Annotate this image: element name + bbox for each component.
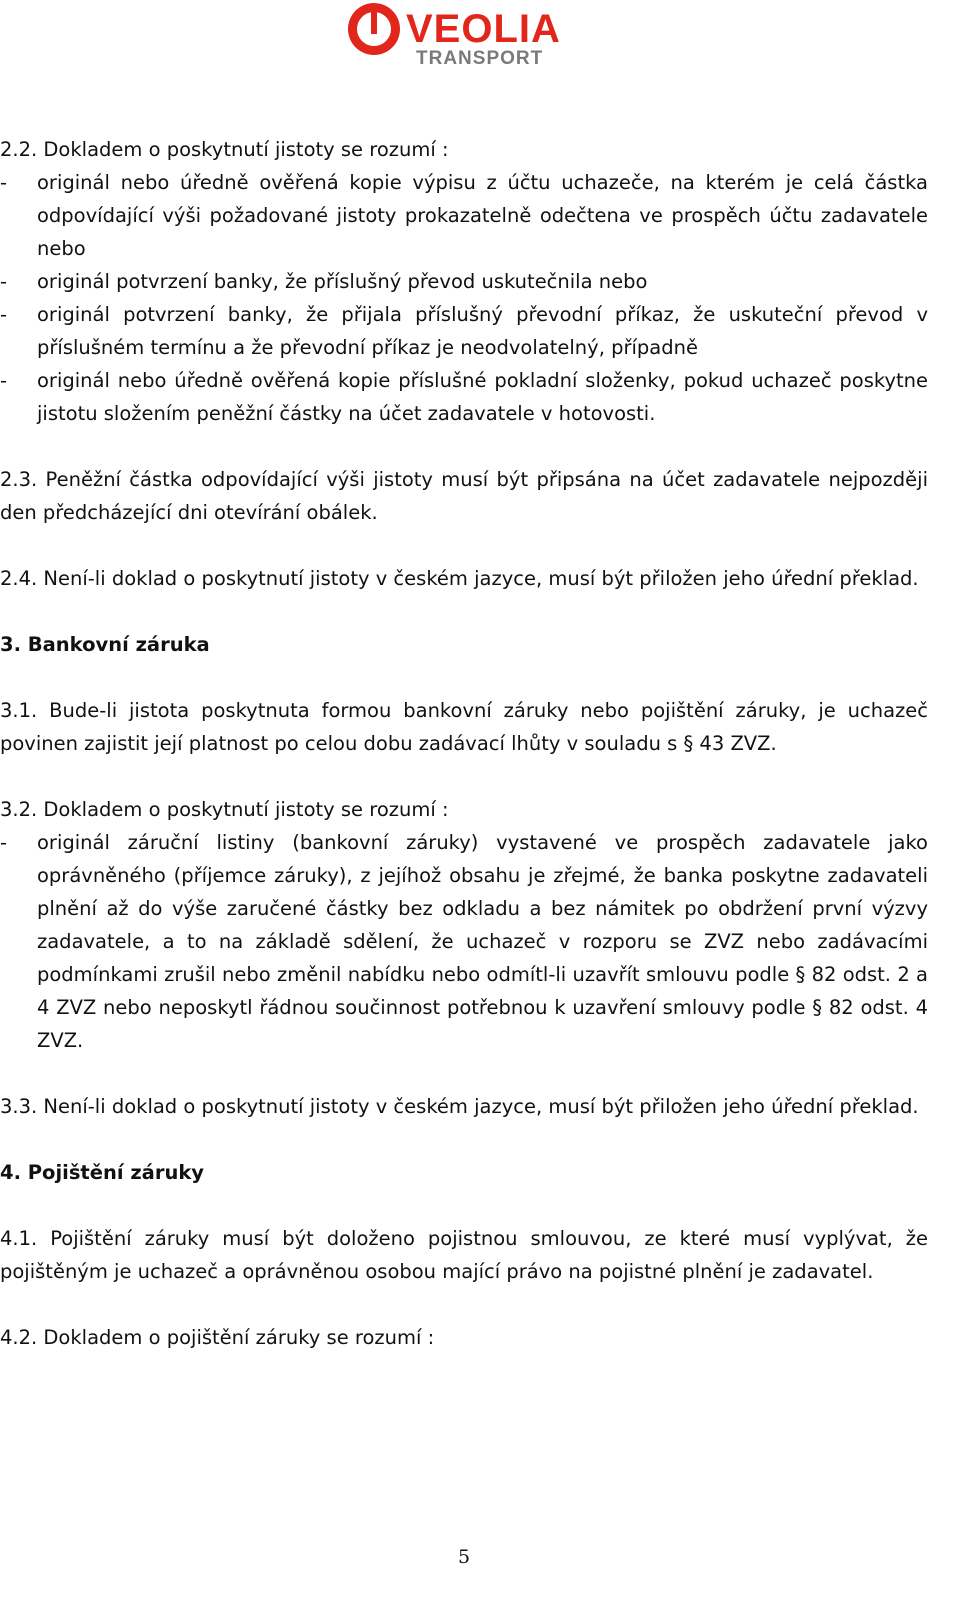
list-item-text: originál potvrzení banky, že přijala příslušný převodní příkaz, že uskuteční převod v příslušném termínu a že převodní příkaz je neodvolatelný, případně	[37, 303, 928, 359]
list-dash: -	[0, 831, 8, 854]
section-3-2-heading: 3.2. Dokladem o poskytnutí jistoty se rozumí :	[0, 798, 449, 821]
paragraph-4-2: 4.2. Dokladem o pojištění záruky se rozumí :	[0, 1326, 435, 1349]
logo-brand-text: VEOLIA	[406, 7, 561, 51]
list-item-text: originál nebo úředně ověřená kopie výpisu z účtu uchazeče, na kterém je celá částka odpovídající výši požadované jistoty prokazatelně odečtena ve prospěch účtu zadavatele nebo	[37, 171, 928, 260]
list-item	[0, 364, 928, 430]
list-item	[0, 298, 928, 364]
page-number: 5	[457, 1546, 471, 1568]
list-item-text: originál potvrzení banky, že příslušný převod uskutečnila nebo	[37, 270, 648, 293]
document-body	[0, 133, 928, 1387]
list-dash: -	[0, 171, 8, 194]
list-item-text: originál záruční listiny (bankovní záruky) vystavené ve prospěch zadavatele jako oprávněného (příjemce záruky), z jejíhož obsahu je zřejmé, že banka poskytne zadavateli plnění až do výše zaručené částky bez odkladu a bez námitek po obdržení první výzvy zadavatele, a to na základě sdělení, že uchazeč v rozporu se ZVZ nebo zadávacími podmínkami zrušil nebo změnil nabídku nebo odmítl-li uzavřít smlouvu podle § 82 odst. 2 a 4 ZVZ nebo neposkytl řádnou součinnost potřebnou k uzavření smlouvy podle § 82 odst. 4 ZVZ.	[37, 831, 928, 1052]
list-dash: -	[0, 369, 8, 392]
list-item	[0, 265, 928, 298]
paragraph-2-4: 2.4. Není-li doklad o poskytnutí jistoty v českém jazyce, musí být přiložen jeho úřední překlad.	[0, 567, 919, 590]
list-dash: -	[0, 303, 8, 326]
list-item	[0, 826, 928, 1057]
section-2-2-heading: 2.2. Dokladem o poskytnutí jistoty se rozumí :	[0, 138, 449, 161]
paragraph-2-3: 2.3. Peněžní částka odpovídající výši jistoty musí být připsána na účet zadavatele nejpozději den předcházející dni otevírání obálek.	[0, 468, 928, 524]
list-item-text: originál nebo úředně ověřená kopie příslušné pokladní složenky, pokud uchazeč poskytne jistotu složením peněžní částky na účet zadavatele v hotovosti.	[37, 369, 928, 425]
paragraph-4-1: 4.1. Pojištění záruky musí být doloženo pojistnou smlouvou, ze které musí vyplývat, že pojištěným je uchazeč a oprávněnou osobou mající právo na pojistné plnění je zadavatel.	[0, 1227, 928, 1283]
section-4-heading: 4. Pojištění záruky	[0, 1161, 205, 1184]
paragraph-3-1: 3.1. Bude-li jistota poskytnuta formou bankovní záruky nebo pojištění záruky, je uchazeč povinen zajistit její platnost po celou dobu zadávací lhůty v souladu s § 43 ZVZ.	[0, 699, 928, 755]
section-3-heading: 3. Bankovní záruka	[0, 633, 210, 656]
list-dash: -	[0, 270, 8, 293]
veolia-logo-mark-icon	[344, 0, 406, 62]
logo-sub-text: TRANSPORT	[416, 48, 544, 69]
list-item	[0, 166, 928, 265]
paragraph-3-3: 3.3. Není-li doklad o poskytnutí jistoty v českém jazyce, musí být přiložen jeho úřední překlad.	[0, 1095, 919, 1118]
veolia-logo	[344, 0, 576, 76]
